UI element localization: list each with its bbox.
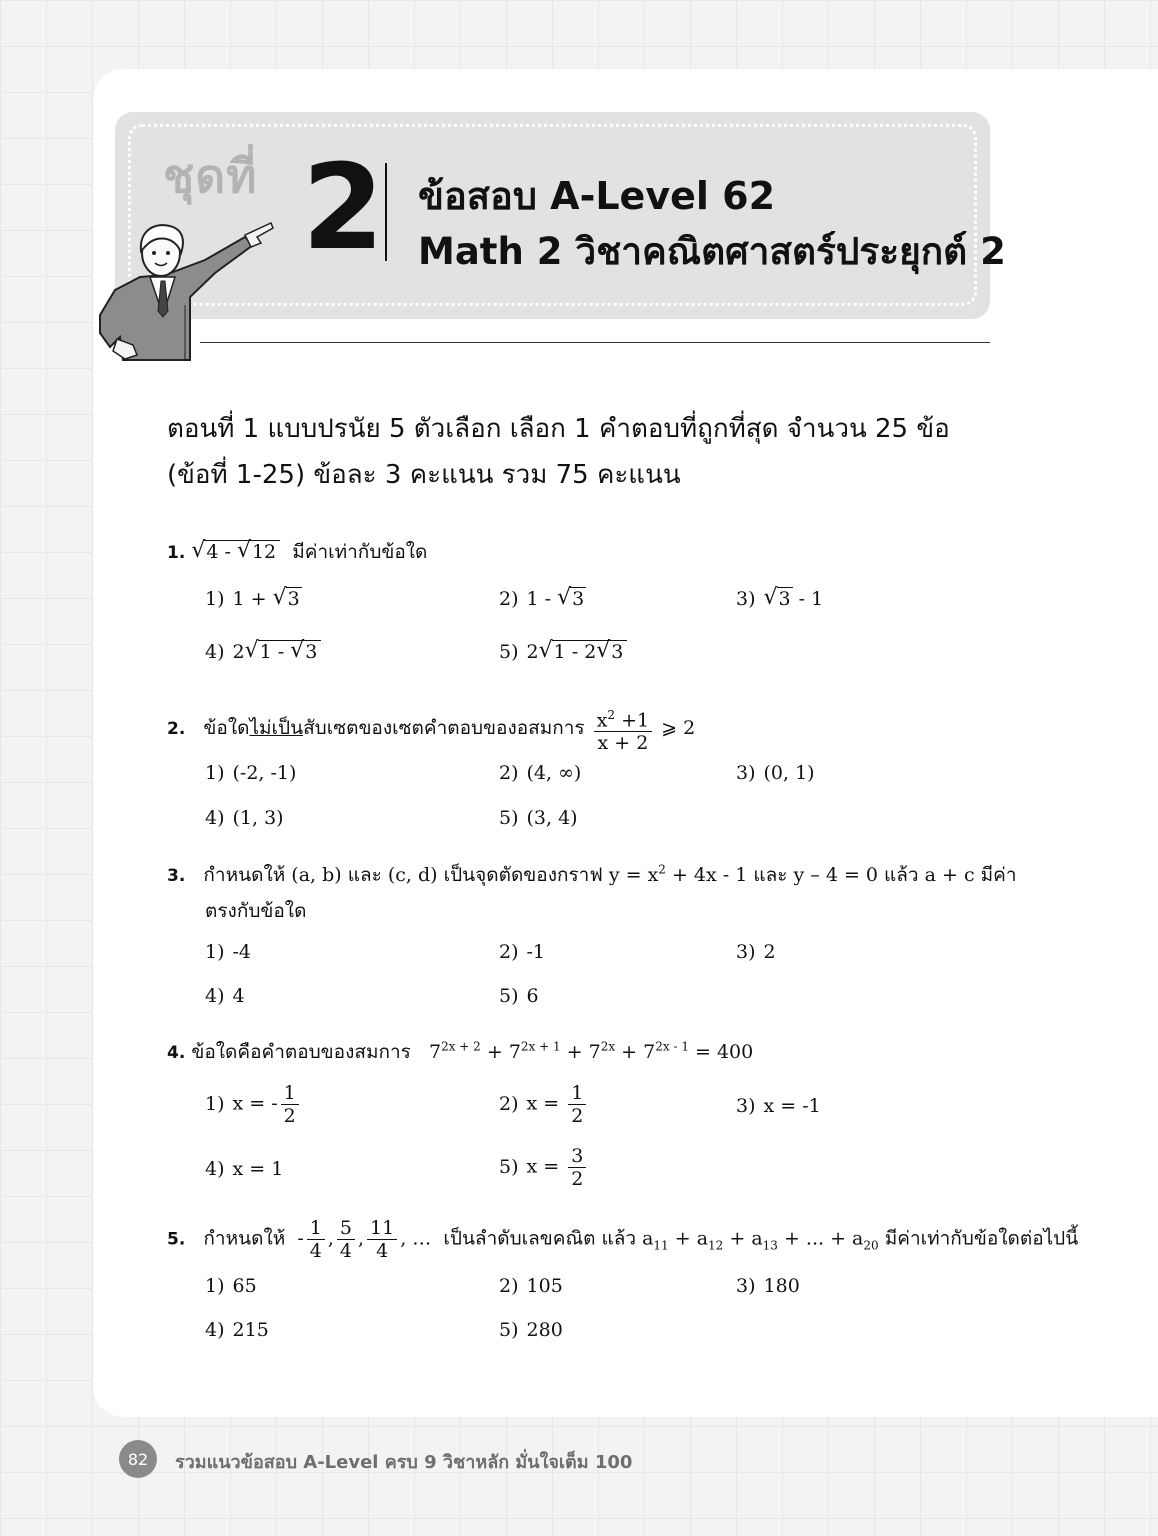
instruction-line-1: ตอนที่ 1 แบบปรนัย 5 ตัวเลือก เลือก 1 คำตอบที่ถูกที่สุด จำนวน 25 ข้อ — [167, 414, 950, 444]
question-number: 5. — [167, 1229, 186, 1250]
question-number: 4. — [167, 1043, 186, 1063]
question-2-stem: 2. ข้อใดไม่เป็นสับเซตของเซตคำตอบของอสมการ $\frac{x^2 +1}{x + 2}$ ⩾ 2 — [167, 704, 695, 754]
exam-title: ข้อสอบ A-Level 62 — [418, 174, 776, 218]
question-number: 2. — [167, 719, 186, 740]
q1-option-4[interactable]: 4) 2√ 1 - √ 3 — [205, 641, 321, 663]
q4-option-2[interactable]: 2) x = $\frac{1}{2}$ — [499, 1082, 589, 1127]
emphasis-not: ไม่เป็น — [249, 717, 304, 740]
q5-option-5[interactable]: 5) 280 — [499, 1319, 563, 1341]
q5-option-2[interactable]: 2) 105 — [499, 1275, 563, 1297]
q2-option-4[interactable]: 4) (1, 3) — [205, 807, 284, 829]
instruction-line-2: (ข้อที่ 1-25) ข้อละ 3 คะแนน รวม 75 คะแนน — [167, 460, 681, 490]
question-number: 1. — [167, 543, 186, 563]
q5-option-4[interactable]: 4) 215 — [205, 1319, 269, 1341]
question-5-stem: 5. กำหนดให้ - $\frac{1}{4}$ , $\frac{5}{4}$ , $\frac{11}{4}$ , … เป็นลำดับเลขคณิต แล้ว $a_{11} + a_{12} + a_{13}$ + ... + $a_{20}$ มีค่าเท่ากับข้อใดต่อไปนี้ — [167, 1217, 1079, 1262]
question-3-stem-cont: ตรงกับข้อใด — [205, 900, 307, 922]
q2-option-3[interactable]: 3) (0, 1) — [736, 762, 815, 784]
q3-option-2[interactable]: 2) -1 — [499, 941, 546, 963]
question-3-stem: 3. กำหนดให้ (a, b) และ (c, d) เป็นจุดตัดของกราฟ $y = x^2 + 4x - 1$ และ y – 4 = 0 แล้ว a + c มีค่า — [167, 862, 1017, 886]
q2-option-1[interactable]: 1) (-2, -1) — [205, 762, 297, 784]
question-text: มีค่าเท่ากับข้อใด — [292, 541, 428, 563]
title-divider — [385, 163, 387, 261]
q2-option-2[interactable]: 2) (4, ∞) — [499, 762, 582, 784]
q5-option-1[interactable]: 1) 65 — [205, 1275, 257, 1297]
set-number: 2 — [302, 138, 385, 276]
q1-option-3[interactable]: 3)√ 3 - 1 — [736, 588, 823, 610]
set-label: ชุดที่ — [163, 149, 258, 203]
question-number: 3. — [167, 866, 186, 886]
q3-option-4[interactable]: 4) 4 — [205, 985, 245, 1007]
section-instruction — [167, 406, 997, 498]
inequality-fraction: $\frac{x^2 +1}{x + 2}$ — [594, 704, 652, 754]
sqrt-expression: √ 4 - √ 12 — [191, 541, 280, 563]
q3-option-3[interactable]: 3) 2 — [736, 941, 776, 963]
q1-option-1[interactable]: 1) 1 + √ 3 — [205, 588, 302, 610]
q2-option-5[interactable]: 5) (3, 4) — [499, 807, 578, 829]
q4-option-5[interactable]: 5) x = $\frac{3}{2}$ — [499, 1145, 589, 1190]
question-4-stem: 4. ข้อใดคือคำตอบของสมการ $7^{2x + 2} + 7^{2x + 1} + 7^{2x} + 7^{2x - 1} = 400$ — [167, 1039, 754, 1063]
exam-subtitle: Math 2 วิชาคณิตศาสตร์ประยุกต์ 2 — [418, 230, 1006, 273]
q4-option-3[interactable]: 3) x = -1 — [736, 1095, 821, 1117]
q4-option-1[interactable]: 1) x = - $\frac{1}{2}$ — [205, 1082, 302, 1127]
q1-option-2[interactable]: 2) 1 - √ 3 — [499, 588, 586, 610]
page-number-badge: 82 — [119, 1440, 157, 1478]
q3-option-1[interactable]: 1) -4 — [205, 941, 252, 963]
book-title: รวมแนวข้อสอบ A-Level ครบ 9 วิชาหลัก มั่นใจเต็ม 100 — [175, 1452, 633, 1473]
q3-option-5[interactable]: 5) 6 — [499, 985, 539, 1007]
header-rule — [200, 342, 990, 343]
question-1-stem — [167, 537, 427, 567]
q5-option-3[interactable]: 3) 180 — [736, 1275, 800, 1297]
q4-option-4[interactable]: 4) x = 1 — [205, 1158, 284, 1180]
teacher-pointing-illustration — [95, 215, 280, 365]
q1-option-5[interactable]: 5) 2√ 1 - 2√ 3 — [499, 641, 627, 663]
